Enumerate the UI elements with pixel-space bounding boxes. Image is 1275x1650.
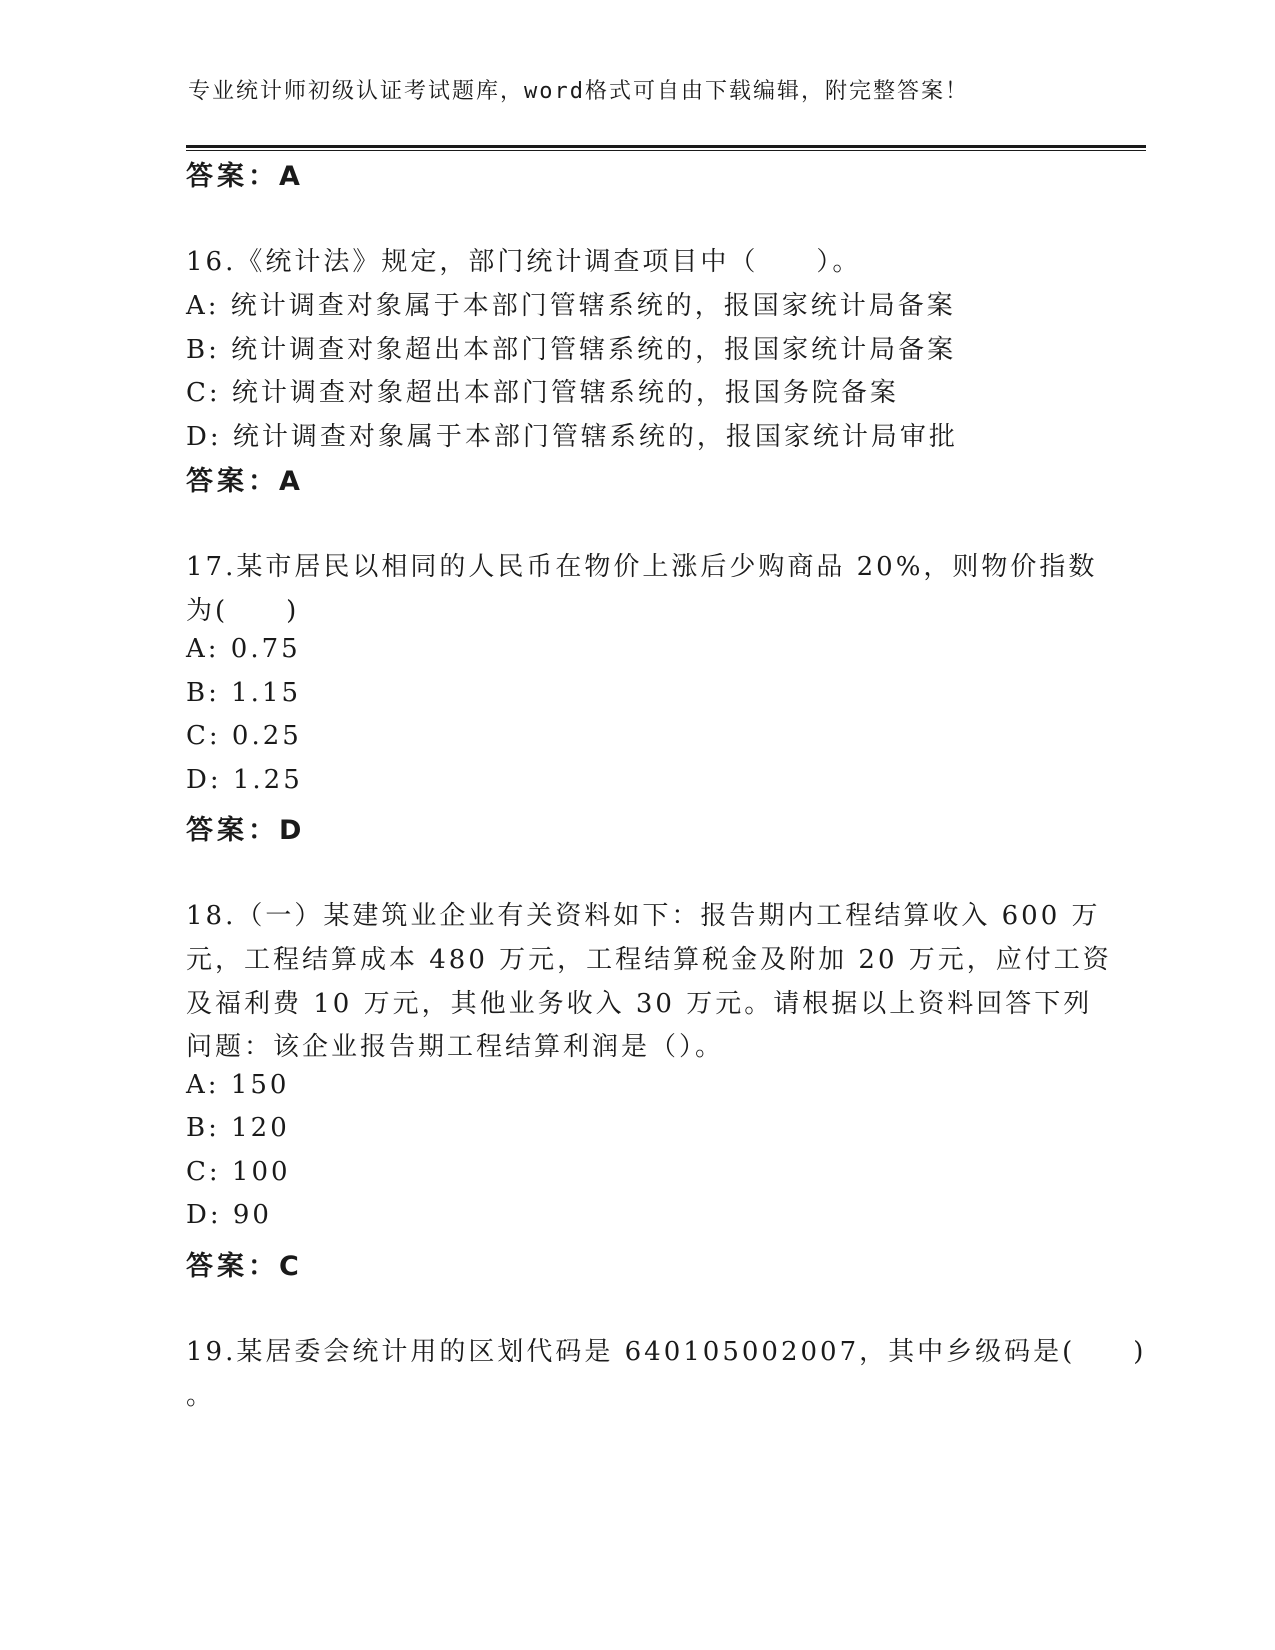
question-18-text-line4: 问题：该企业报告期工程结算利润是（）。: [186, 1032, 725, 1062]
question-18-text-line3: 及福利费 10 万元，其他业务收入 30 万元。请根据以上资料回答下列: [186, 989, 1093, 1019]
answer-label: 答案：: [186, 815, 279, 846]
question-17-text-line1: 17.某市居民以相同的人民币在物价上涨后少购商品 20%，则物价指数: [186, 552, 1098, 582]
header-divider-thin: [186, 150, 1146, 151]
question-18-text-line1: 18.（一）某建筑业企业有关资料如下：报告期内工程结算收入 600 万: [186, 901, 1101, 931]
answer-value: A: [279, 161, 300, 192]
answer-label: 答案：: [186, 1251, 279, 1282]
question-18-answer: [186, 1244, 299, 1283]
question-17-option-a: A: 0.75: [186, 634, 301, 664]
answer-label: 答案：: [186, 466, 279, 497]
answer-prev: [186, 154, 300, 193]
question-18-option-a: A: 150: [186, 1070, 290, 1100]
question-18-text-line2: 元，工程结算成本 480 万元，工程结算税金及附加 20 万元，应付工资: [186, 945, 1112, 975]
header-divider-thick: [186, 145, 1146, 148]
question-17-option-d: D: 1.25: [186, 765, 303, 795]
question-18-option-c: C: 100: [186, 1157, 291, 1187]
question-17-option-c: C: 0.25: [186, 721, 302, 751]
question-17-option-b: B: 1.15: [186, 678, 302, 708]
answer-value: C: [279, 1251, 299, 1282]
question-16-text: 16.《统计法》规定，部门统计调查项目中（ ）。: [186, 247, 862, 277]
answer-value: A: [279, 466, 300, 497]
answer-label: 答案：: [186, 161, 279, 192]
question-16-option-a: A: 统计调查对象属于本部门管辖系统的，报国家统计局备案: [186, 291, 956, 321]
question-16-answer: [186, 459, 300, 498]
question-17-answer: [186, 808, 301, 847]
page-header: 专业统计师初级认证考试题库，word格式可自由下载编辑，附完整答案！: [188, 79, 969, 104]
question-17-text-line2: 为( ): [186, 596, 300, 626]
question-18-option-b: B: 120: [186, 1113, 290, 1143]
question-19-text-line2: 。: [186, 1381, 216, 1411]
question-19-text-line1: 19.某居委会统计用的区划代码是 640105002007，其中乡级码是( ): [186, 1337, 1147, 1367]
question-16-option-c: C: 统计调查对象超出本部门管辖系统的，报国务院备案: [186, 378, 899, 408]
question-16-option-d: D: 统计调查对象属于本部门管辖系统的，报国家统计局审批: [186, 422, 958, 452]
answer-value: D: [279, 815, 302, 846]
question-16-option-b: B: 统计调查对象超出本部门管辖系统的，报国家统计局备案: [186, 335, 957, 365]
question-18-option-d: D: 90: [186, 1200, 272, 1230]
